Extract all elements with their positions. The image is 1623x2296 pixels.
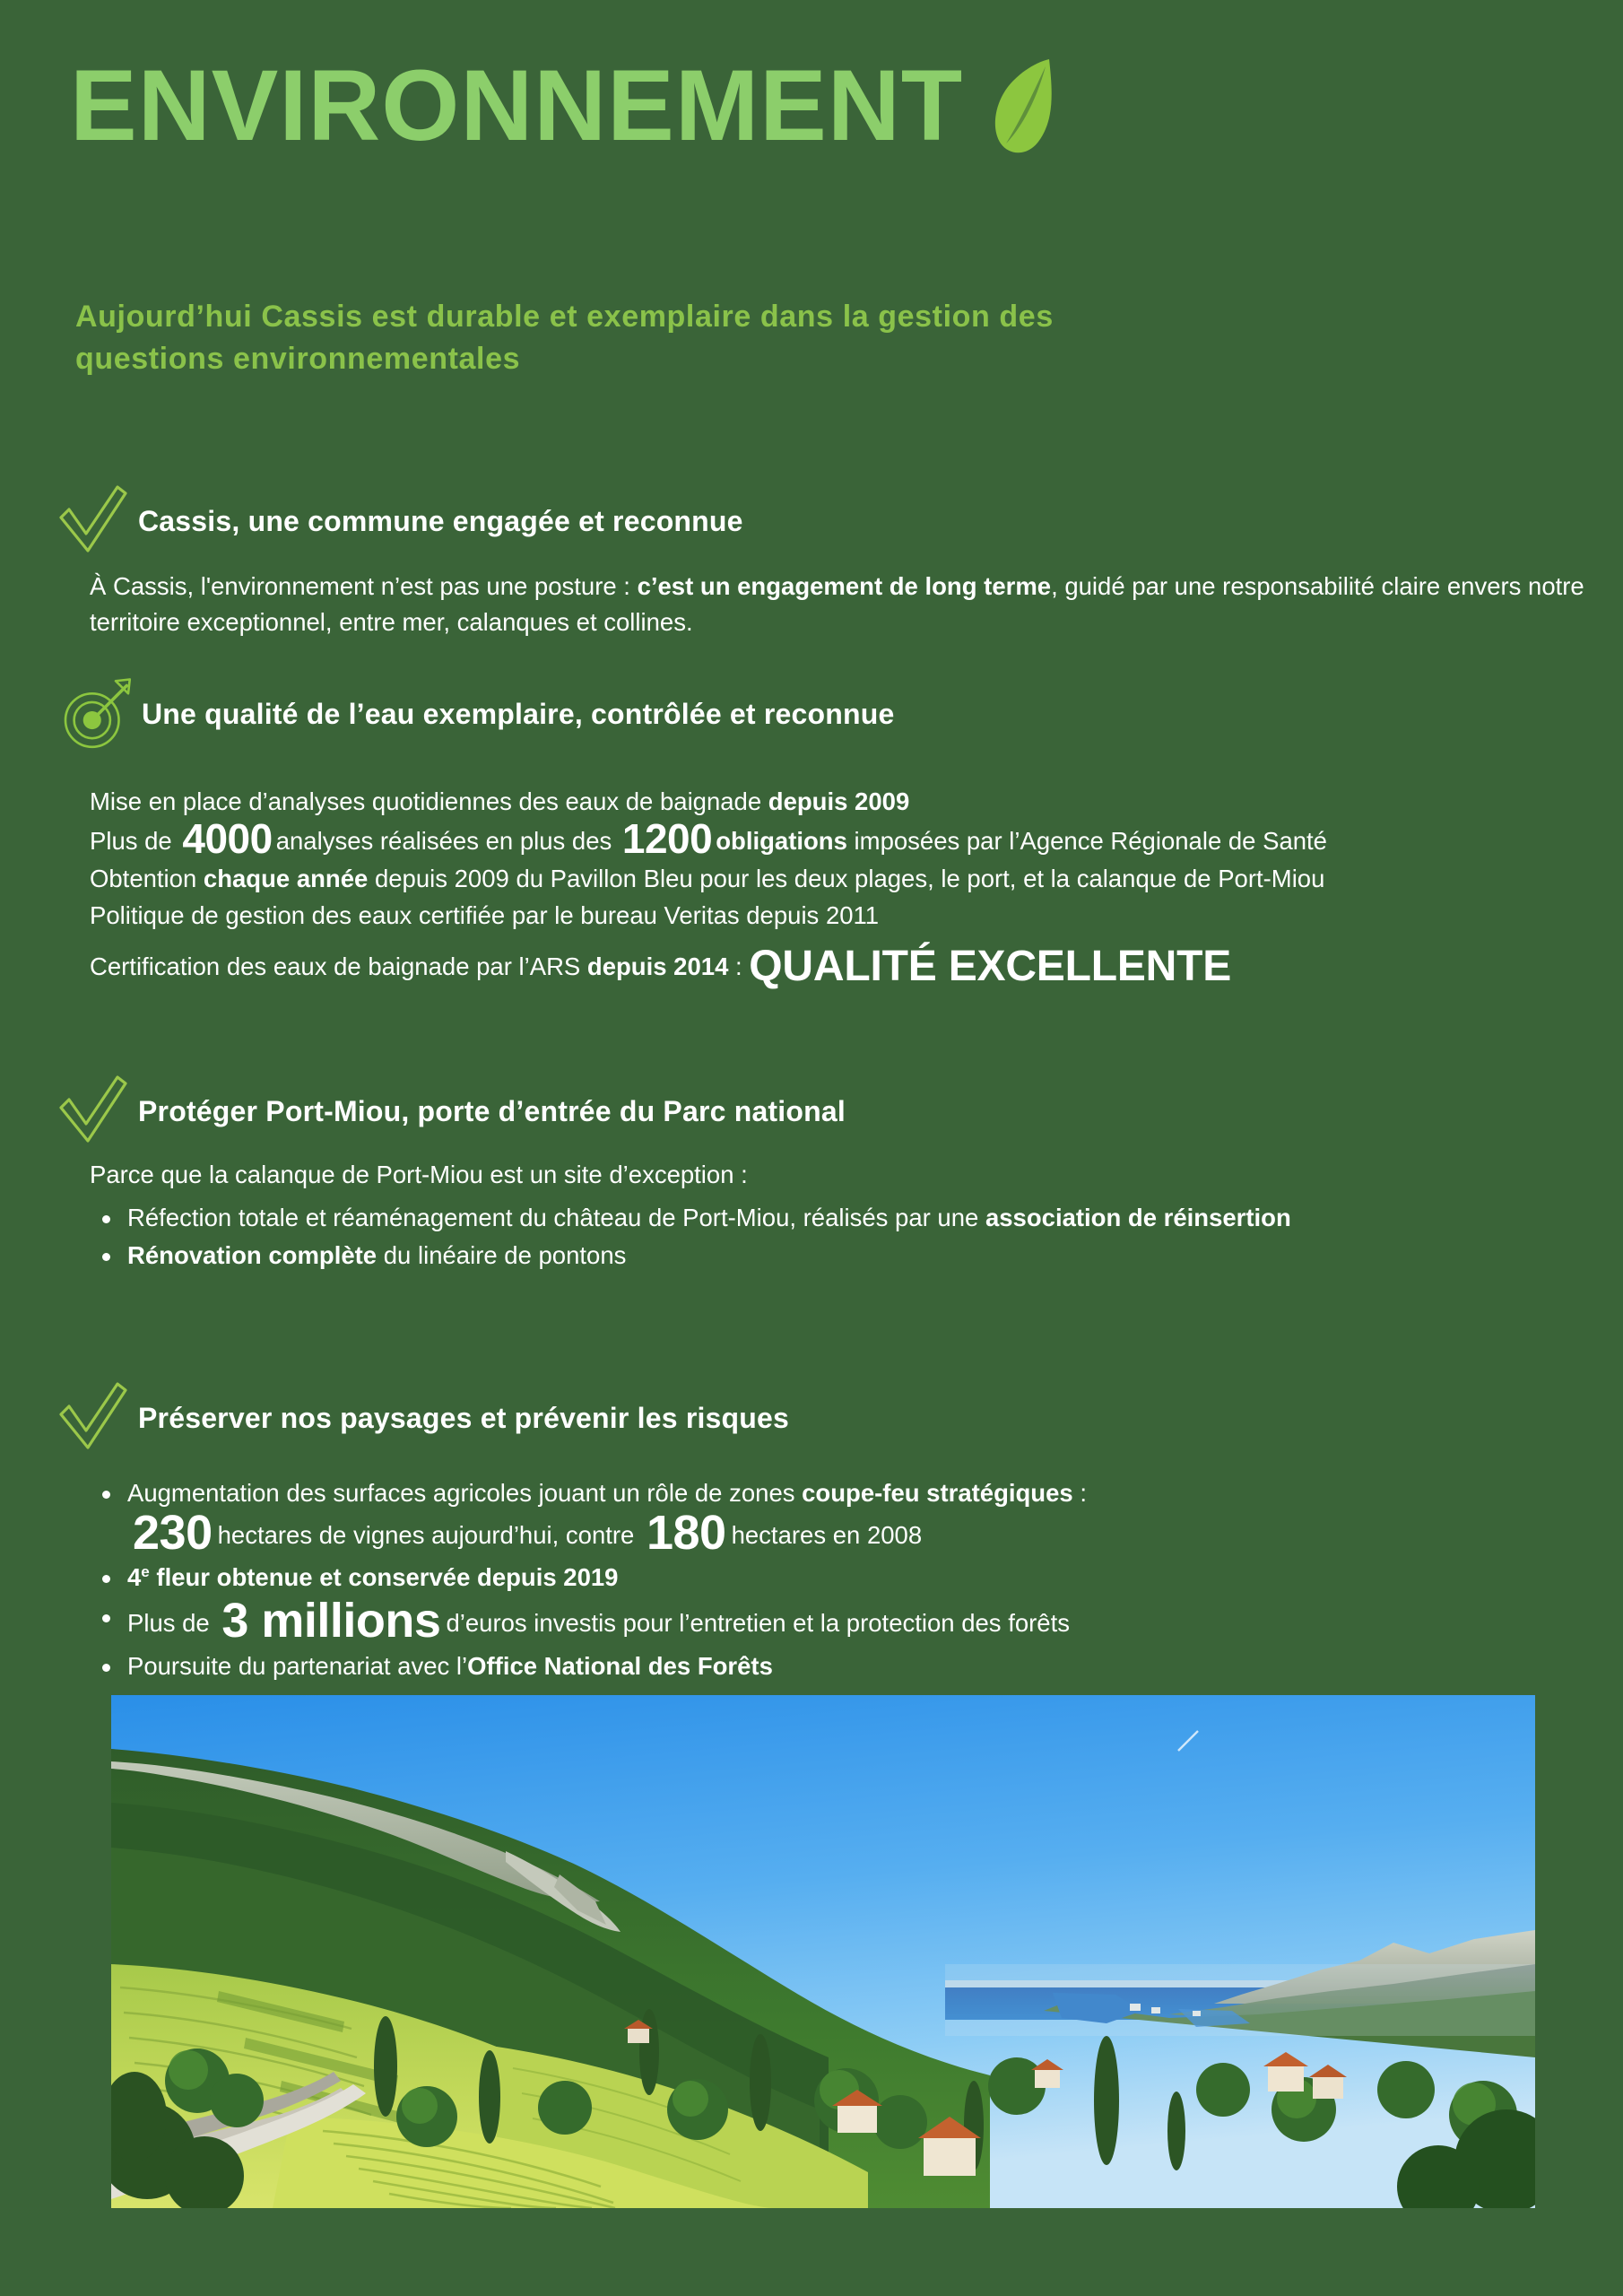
bullet-bold-1: association de réinsertion (985, 1203, 1291, 1231)
subtitle-line-2: questions environnementales (75, 341, 521, 376)
list-item (90, 1475, 1605, 1560)
paragraph-part-2: , guidé par une responsabilité claire envers notre territoire exceptionnel, entre mer, calanques et collines. (90, 572, 1584, 636)
list-item (90, 1238, 1596, 1274)
line-bold-1: depuis 2014 (586, 952, 729, 981)
bullet-bold-1: coupe-feu stratégiques (802, 1479, 1073, 1507)
line-bold-1: chaque année (203, 864, 369, 892)
stat-230-hectares: 230 (133, 1505, 213, 1560)
list-qualite-eau (90, 783, 1605, 1000)
leaf-icon (986, 56, 1063, 156)
line-analyses-quotidiennes (90, 783, 1605, 821)
block-port-miou (90, 1157, 1596, 1275)
section-title-paysages-risques: Préserver nos paysages et prévenir les risques (138, 1401, 790, 1434)
line-text-part-1: Plus de (90, 826, 179, 855)
list-item (90, 1560, 1605, 1596)
bullet-list-port-miou (90, 1200, 1596, 1274)
line-bold-1: obligations (716, 826, 847, 855)
section-title-qualite-eau: Une qualité de l’eau exemplaire, contrôlée et reconnue (142, 697, 895, 730)
bullet-text-part-2: d’euros investis pour l’entretien et la protection des forêts (446, 1609, 1070, 1638)
bullet-text-part-1: Poursuite du partenariat avec l’ (127, 1651, 468, 1680)
section-heading-paysages-risques (52, 1377, 789, 1459)
status-badge-qualite-excellente: QUALITÉ EXCELLENTE (749, 943, 1232, 991)
stat-1200: 1200 (621, 814, 713, 862)
check-icon-svg (54, 482, 133, 561)
fleur-number: 4 (127, 1563, 142, 1592)
fleur-rest: fleur obtenue et conservée depuis 2019 (149, 1563, 619, 1592)
bullet-text-part-3: hectares de vignes aujourd’hui, contre (217, 1520, 641, 1549)
bullet-text-part-2: du linéaire de pontons (377, 1240, 627, 1269)
bullet-text-part-2: : (1072, 1479, 1087, 1507)
block-paysages-risques (90, 1475, 1605, 1686)
landscape-illustration (111, 1695, 1535, 2208)
fleur-ordinal-suffix: e (141, 1563, 150, 1581)
check-icon-svg (54, 1072, 133, 1151)
section-heading-commune-engagee (52, 480, 743, 562)
bullet-text-part-1: Plus de (127, 1609, 217, 1638)
line-text-part-2: : (728, 952, 750, 981)
line-text-part-1: Mise en place d’analyses quotidiennes des eaux de baignade (90, 787, 768, 815)
bullet-bold-1 (127, 1563, 618, 1591)
line-text-part-1: Obtention (90, 864, 204, 892)
paragraph-bold-1: c’est un engagement de long terme (637, 572, 1052, 600)
paragraph-part-1: À Cassis, l'environnement n’est pas une posture : (90, 572, 638, 600)
line-text-part-3: imposées par l’Agence Régionale de Santé (846, 826, 1327, 855)
page-subtitle (75, 296, 1591, 380)
section-heading-port-miou (52, 1070, 846, 1152)
page-title: ENVIRONNEMENT (70, 49, 964, 161)
bullet-bold-1: Office National des Forêts (467, 1651, 773, 1680)
line-veritas (90, 897, 1605, 935)
section-title-port-miou: Protéger Port-Miou, porte d’entrée du Parc national (138, 1094, 846, 1127)
intro-port-miou: Parce que la calanque de Port-Miou est un site d’exception : (90, 1161, 748, 1188)
line-analyses-realisees (90, 814, 1605, 862)
check-icon (52, 1070, 135, 1152)
bullet-text-part-4: hectares en 2008 (731, 1520, 923, 1549)
list-item (90, 1648, 1605, 1684)
check-icon (52, 480, 135, 562)
page-title-row (70, 49, 1063, 161)
line-pavillon-bleu (90, 860, 1605, 898)
leaf-icon-svg (986, 56, 1063, 156)
bullet-text-part-1: Augmentation des surfaces agricoles jouant un rôle de zones (127, 1479, 803, 1507)
stat-4000: 4000 (182, 814, 273, 862)
target-icon-svg (59, 676, 135, 752)
stat-3-millions: 3 millions (221, 1594, 441, 1648)
list-item (90, 1594, 1605, 1648)
line-text-part-2: depuis 2009 du Pavillon Bleu pour les deux plages, le port, et la calanque de Port-Miou (368, 864, 1325, 892)
subtitle-line-1: Aujourd’hui Cassis est durable et exemplaire dans la gestion des (75, 300, 1054, 334)
line-ars-certification (90, 935, 1605, 1000)
paragraph-commune-engagee (90, 569, 1585, 640)
check-icon-svg (54, 1378, 133, 1457)
target-icon (56, 673, 138, 755)
check-icon (52, 1377, 135, 1459)
bullet-list-paysages-risques (90, 1475, 1605, 1684)
section-heading-qualite-eau (56, 673, 895, 755)
stat-180-hectares: 180 (646, 1505, 726, 1560)
line-text-part-1: Politique de gestion des eaux certifiée par le bureau Veritas depuis 2011 (90, 901, 880, 930)
section-title-commune-engagee: Cassis, une commune engagée et reconnue (138, 504, 743, 537)
line-bold-1: depuis 2009 (768, 787, 910, 815)
line-text-part-2: analyses réalisées en plus des (275, 826, 619, 855)
list-item (90, 1200, 1596, 1236)
bullet-text-part-1: Réfection totale et réaménagement du château de Port-Miou, réalisés par une (127, 1203, 985, 1231)
bullet-bold-1: Rénovation complète (127, 1240, 378, 1269)
line-text-part-1: Certification des eaux de baignade par l’ARS (90, 952, 587, 981)
cassis-vineyard-landscape-photo (111, 1695, 1535, 2208)
